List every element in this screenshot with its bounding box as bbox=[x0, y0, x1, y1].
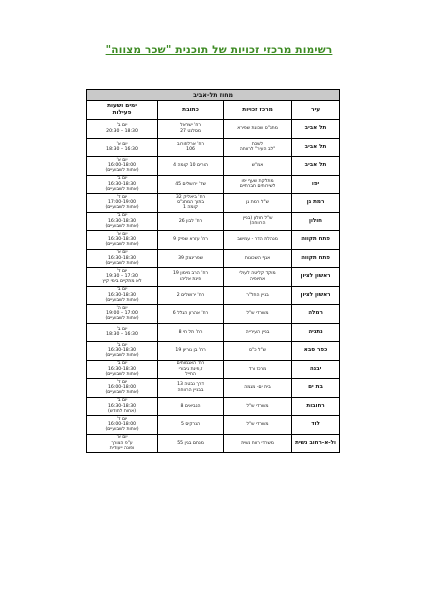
city-cell: תל אביב bbox=[292, 120, 340, 139]
city-cell: ול-א-רחוב נשית bbox=[292, 434, 340, 453]
city-cell: בת ים bbox=[292, 379, 340, 398]
hours-cell bbox=[87, 249, 158, 268]
hours-cell bbox=[87, 323, 158, 342]
hours-cell-line: יום ב' bbox=[116, 123, 128, 129]
hours-cell-line: יום ב' bbox=[116, 361, 128, 367]
hours-cell-line: (אחות לחודש) bbox=[108, 408, 137, 414]
center-cell-line: ש"ל כ"ס bbox=[249, 348, 267, 354]
center-cell-line: אתיופיה bbox=[249, 276, 266, 282]
center-cell-line: הרווחה) bbox=[249, 221, 266, 227]
hours-cell bbox=[87, 120, 158, 139]
center-cell bbox=[224, 360, 292, 379]
address-cell bbox=[158, 231, 224, 250]
center-cell-line: משרדי ש"ל bbox=[246, 422, 269, 428]
center-cell-line: ש"ל רמת גן bbox=[246, 200, 269, 206]
address-cell-line: הורים 10 קומה 4 bbox=[173, 163, 208, 169]
hours-cell-line: 16:30-18:30 bbox=[107, 403, 137, 409]
hours-cell-line: ע"פ הצורך bbox=[111, 440, 133, 446]
center-cell-line: מתלקת שעף יפו bbox=[241, 178, 274, 184]
hours-cell-line: 16:30 – 18:30 bbox=[106, 147, 138, 153]
center-cell-line: ש"ל חולון (בניין bbox=[242, 215, 273, 221]
hours-cell bbox=[87, 138, 158, 157]
center-cell bbox=[224, 286, 292, 305]
center-cell-line: לשירותים חברתיים bbox=[239, 184, 276, 190]
address-cell-line: בתוך המתנ"ס bbox=[177, 200, 204, 206]
hours-cell-line: 16:30-18:30 bbox=[107, 348, 137, 354]
city-cell: פתח תקווה bbox=[292, 231, 340, 250]
center-cell bbox=[224, 120, 292, 139]
hours-cell bbox=[87, 194, 158, 213]
city-cell: רמלה bbox=[292, 305, 340, 324]
hours-cell-line: יום ב' bbox=[116, 342, 128, 348]
hours-cell bbox=[87, 231, 158, 250]
city-cell: חולון bbox=[292, 212, 340, 231]
address-cell bbox=[158, 212, 224, 231]
center-cell bbox=[224, 416, 292, 435]
city-cell: לוד bbox=[292, 416, 340, 435]
hours-cell bbox=[87, 212, 158, 231]
column-header-city: עיר bbox=[292, 101, 340, 120]
hours-cell bbox=[87, 360, 158, 379]
hours-cell-line: 16:30-18:30 bbox=[107, 366, 137, 372]
center-cell bbox=[224, 379, 292, 398]
hours-cell-line: (אחות לשבועיים) bbox=[105, 371, 139, 377]
address-cell-line: רח' הרב מימון 19 bbox=[172, 271, 209, 277]
address-cell bbox=[158, 397, 224, 416]
hours-cell bbox=[87, 416, 158, 435]
city-cell: פתח תקווה bbox=[292, 249, 340, 268]
address-cell bbox=[158, 286, 224, 305]
table-row bbox=[87, 194, 340, 213]
hours-cell-line: 16:00-18:00 bbox=[107, 163, 137, 169]
hours-cell-line: 18:30 – 20:30 bbox=[106, 128, 138, 134]
address-cell-line: ז,פינת גיבורי bbox=[178, 366, 203, 372]
address-cell-line: רח' האגמוחים bbox=[176, 361, 205, 367]
address-cell bbox=[158, 323, 224, 342]
address-cell-line: קומה 1 bbox=[183, 205, 199, 211]
address-cell-line: רח' ירושלים 2 bbox=[176, 292, 205, 298]
column-header-days-line-2: פעילות bbox=[112, 110, 132, 116]
center-cell-line: לשכת bbox=[251, 141, 264, 147]
address-cell bbox=[158, 416, 224, 435]
hours-cell-line: ופונה ייעודית bbox=[109, 445, 135, 451]
table-row bbox=[87, 212, 340, 231]
hours-cell bbox=[87, 397, 158, 416]
center-cell-line: "לב העיר" לרווחה bbox=[239, 147, 276, 153]
address-cell-line: רח' ישראל bbox=[180, 123, 201, 129]
hours-cell-line: 16:30 – 18:30 bbox=[106, 332, 138, 338]
address-cell bbox=[158, 157, 224, 176]
city-cell: רמת גן bbox=[292, 194, 340, 213]
center-cell bbox=[224, 194, 292, 213]
table-row bbox=[87, 305, 340, 324]
center-cell-line: אגף השכונות bbox=[244, 255, 271, 261]
table-row bbox=[87, 231, 340, 250]
hours-cell-line: יום ד' bbox=[116, 268, 128, 274]
city-cell: יפו bbox=[292, 175, 340, 194]
hours-cell-line: יום ה' bbox=[116, 305, 128, 311]
table-row bbox=[87, 120, 340, 139]
hours-cell bbox=[87, 342, 158, 361]
table-row bbox=[87, 416, 340, 435]
city-cell: נתניה bbox=[292, 323, 340, 342]
city-cell: ראשון לציון bbox=[292, 268, 340, 287]
address-cell-line: רח' ביאליק 32 bbox=[175, 194, 206, 200]
hours-cell-line: (אחות לשבועיים) bbox=[105, 316, 139, 322]
hours-cell-line: יום ד' bbox=[116, 416, 128, 422]
address-cell-line: רח' אהרון הגלל 6 bbox=[172, 311, 209, 317]
city-cell: יבנה bbox=[292, 360, 340, 379]
center-cell bbox=[224, 268, 292, 287]
hours-cell-line: יום א' bbox=[116, 231, 128, 237]
city-cell: תל אביב bbox=[292, 157, 340, 176]
center-cell-line: מנהלת הדר - עמישב bbox=[237, 237, 278, 243]
table-row bbox=[87, 249, 340, 268]
table-row bbox=[87, 175, 340, 194]
center-cell bbox=[224, 138, 292, 157]
city-cell: ראשון לציון bbox=[292, 286, 340, 305]
address-cell bbox=[158, 434, 224, 453]
center-cell-line: מתנ"ס שכונת שפירא bbox=[237, 126, 278, 132]
table-body bbox=[87, 120, 340, 453]
hours-cell-line: יום ב' bbox=[116, 287, 128, 293]
hours-cell-line: (אחות לשבועיים) bbox=[105, 427, 139, 433]
center-cell bbox=[224, 175, 292, 194]
address-cell bbox=[158, 120, 224, 139]
address-cell-line: החייל bbox=[185, 371, 196, 377]
center-cell bbox=[224, 342, 292, 361]
table-row bbox=[87, 286, 340, 305]
rights-centers-table bbox=[86, 89, 340, 453]
hours-cell-line: לא מתקיים בימי קיץ bbox=[102, 279, 142, 285]
hours-cell-line: יום א' bbox=[116, 157, 128, 163]
address-cell bbox=[158, 305, 224, 324]
address-cell-line: פינת אליהו bbox=[179, 276, 202, 282]
hours-cell-line: יום ב' bbox=[116, 326, 128, 332]
hours-cell-line: (אחות לשבועיים) bbox=[105, 297, 139, 303]
hours-cell-line: (אחות לשבועיים) bbox=[105, 186, 139, 192]
hours-cell-line: 16:30-18:30 bbox=[107, 218, 137, 224]
column-header-center: מרכז זכויות bbox=[224, 101, 292, 120]
center-cell bbox=[224, 323, 292, 342]
table-row bbox=[87, 268, 340, 287]
address-cell bbox=[158, 249, 224, 268]
hours-cell-line: (אחות לשבועיים) bbox=[105, 260, 139, 266]
address-cell-line: רח' ארלוזורוב bbox=[176, 141, 205, 147]
table-row bbox=[87, 434, 340, 453]
address-cell-line: מנחם בגין 55 bbox=[177, 440, 204, 446]
hours-cell bbox=[87, 175, 158, 194]
hours-cell-line: 17:00-19:00 bbox=[107, 200, 137, 206]
address-cell bbox=[158, 342, 224, 361]
address-cell-line: בבניין הרווחה bbox=[177, 387, 204, 393]
table-row bbox=[87, 379, 340, 398]
hours-cell-line: יום ד' bbox=[116, 194, 128, 200]
column-header-days bbox=[87, 101, 158, 120]
hours-cell-line: 16:30-18:30 bbox=[107, 181, 137, 187]
hours-cell bbox=[87, 379, 158, 398]
hours-cell-line: (אחות לשבועיים) bbox=[105, 242, 139, 248]
center-cell bbox=[224, 212, 292, 231]
region-header-row bbox=[87, 90, 340, 101]
table-row bbox=[87, 360, 340, 379]
address-cell-line: רח' תל חי 8 bbox=[178, 329, 203, 335]
hours-cell-line: 17:00 – 19:00 bbox=[106, 311, 138, 317]
address-cell-line: דרך נבטה 13 bbox=[177, 382, 204, 388]
table-row bbox=[87, 397, 340, 416]
document-title: רשימות מרכזי זכויות של תוכנית "שכר מצווה" bbox=[105, 44, 333, 56]
hours-cell-line: יום ב' bbox=[116, 176, 128, 182]
address-cell-line: רח' עזרא שפיק 9 bbox=[173, 237, 208, 243]
address-cell-line: שפרינצק 39 bbox=[178, 255, 203, 261]
address-cell-line: מסלנט 27 bbox=[180, 128, 201, 134]
hours-cell-line: יום א' bbox=[116, 141, 128, 147]
hours-cell-line: 16:00-18:00 bbox=[107, 385, 137, 391]
hours-cell bbox=[87, 268, 158, 287]
hours-cell-line: יום א' bbox=[116, 250, 128, 256]
center-cell bbox=[224, 249, 292, 268]
center-cell bbox=[224, 434, 292, 453]
city-cell: כפר סבא bbox=[292, 342, 340, 361]
region-header: מחוז תל-אביב bbox=[87, 90, 340, 101]
hours-cell-line: יום ב' bbox=[116, 213, 128, 219]
address-cell-line: הנביאים 8 bbox=[180, 403, 201, 409]
address-cell bbox=[158, 360, 224, 379]
address-cell-line: שד' ירושלים 45 bbox=[175, 181, 206, 187]
table-row bbox=[87, 323, 340, 342]
city-cell: תל אביב bbox=[292, 138, 340, 157]
hours-cell-line: 16:30-18:30 bbox=[107, 255, 137, 261]
address-cell-line: רח' לבון 26 bbox=[178, 218, 203, 224]
center-cell-line: משרדי ש"ל bbox=[246, 311, 269, 317]
address-cell-line: הנרקיס 5 bbox=[180, 422, 201, 428]
hours-cell bbox=[87, 434, 158, 453]
address-cell bbox=[158, 268, 224, 287]
hours-cell-line: יום ב' bbox=[116, 398, 128, 404]
address-cell bbox=[158, 175, 224, 194]
center-cell-line: בניין העירייה bbox=[245, 329, 270, 335]
address-cell bbox=[158, 379, 224, 398]
center-cell bbox=[224, 305, 292, 324]
center-cell-line: אמ"ש bbox=[251, 163, 264, 169]
center-cell-line: משרדי ש"ל bbox=[246, 403, 269, 409]
center-cell bbox=[224, 231, 292, 250]
hours-cell bbox=[87, 157, 158, 176]
column-header-address: כתובת bbox=[158, 101, 224, 120]
table-row bbox=[87, 157, 340, 176]
hours-cell-line: (אחות לשבועיים) bbox=[105, 223, 139, 229]
hours-cell-line: (אחות לשבועיים) bbox=[105, 205, 139, 211]
center-cell bbox=[224, 157, 292, 176]
hours-cell-line: 16:00-18:00 bbox=[107, 422, 137, 428]
address-cell-line: 106 bbox=[186, 147, 195, 153]
address-cell bbox=[158, 194, 224, 213]
hours-cell-line: יום ד' bbox=[116, 379, 128, 385]
hours-cell-line: (אחות לשבועיים) bbox=[105, 353, 139, 359]
column-header-row bbox=[87, 101, 340, 120]
center-cell-line: בניין החל"ר bbox=[246, 292, 269, 298]
hours-cell-line: (אחות לשבועיים) bbox=[105, 168, 139, 174]
column-header-days-line-1: ימים ושעות bbox=[107, 103, 137, 109]
hours-cell bbox=[87, 305, 158, 324]
city-cell: רחובות bbox=[292, 397, 340, 416]
center-cell-line: מוקד קליטה לעולי bbox=[239, 271, 276, 277]
center-cell bbox=[224, 397, 292, 416]
hours-cell-line: יום א' bbox=[116, 435, 128, 441]
table-row bbox=[87, 342, 340, 361]
hours-cell bbox=[87, 286, 158, 305]
hours-cell-line: (אחות לשבועיים) bbox=[105, 390, 139, 396]
center-cell-line: משרדי רווח נשית bbox=[241, 440, 274, 446]
hours-cell-line: 17:30 – 19:30 bbox=[106, 274, 138, 280]
hours-cell-line: 16:30-18:30 bbox=[107, 292, 137, 298]
address-cell-line: רח' בן גוריון 19 bbox=[175, 348, 206, 354]
address-cell bbox=[158, 138, 224, 157]
center-cell-line: מרכז ורד bbox=[248, 366, 267, 372]
hours-cell-line: 16:30-18:30 bbox=[107, 237, 137, 243]
table-row bbox=[87, 138, 340, 157]
center-cell-line: בית ים- מגמה bbox=[244, 385, 271, 391]
